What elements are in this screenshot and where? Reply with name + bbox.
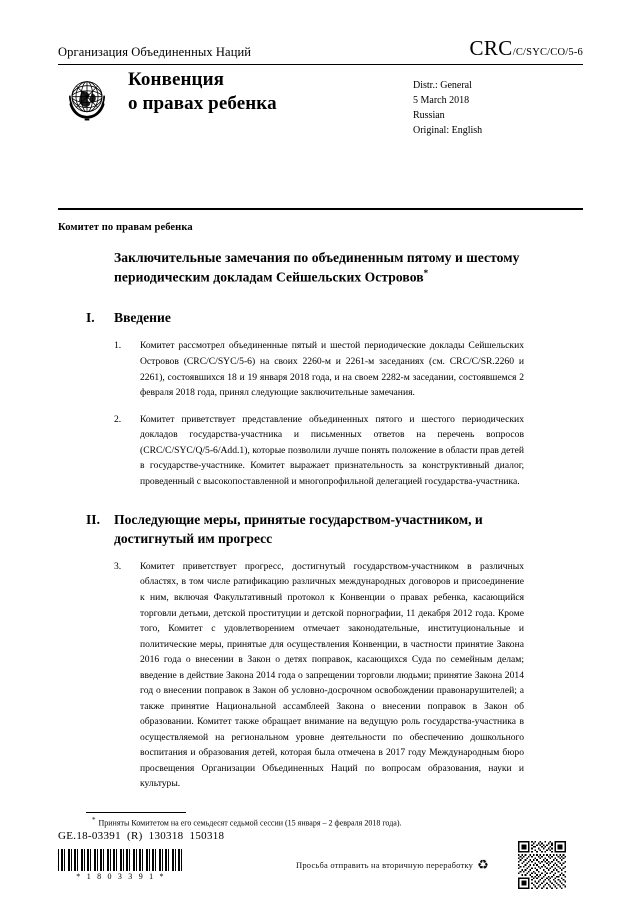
footnote	[92, 816, 562, 829]
barcode-text: * 1 8 0 3 3 9 1 *	[76, 872, 166, 881]
footnote-separator	[86, 812, 186, 813]
paragraph-number-3: 3.	[114, 560, 122, 572]
convention-title	[128, 66, 413, 117]
paragraph-text-1: Комитет рассмотрел объединенные пятый и шестой периодические доклады Сейшельских Островов (CRC/C/SYC/5-6) на своих 2260-м и 2261-м заседаниях (см. CRC/C/SR.2260 и 2261), состоявшихся 18 и 19 января 2018 года, и на своем 2282-м заседании, состоявшемся 2 февраля 2018 года, принял следующие заключительные замечания.	[140, 340, 524, 399]
recycle-notice	[296, 858, 489, 871]
job-number: GE.18-03391 (R) 130318 150318	[58, 830, 225, 842]
paragraph-2	[114, 412, 524, 490]
header-rule	[58, 64, 583, 65]
barcode	[58, 849, 184, 881]
header-separator-rule	[58, 208, 583, 210]
recycle-icon: ♻	[477, 857, 489, 872]
convention-title-line1: Конвенция	[128, 69, 224, 90]
barcode-bars	[58, 849, 184, 871]
title-band	[58, 66, 583, 138]
document-symbol	[469, 36, 583, 62]
document-symbol-sub: /C/SYC/CO/5-6	[512, 47, 583, 58]
distribution-date: 5 March 2018	[413, 95, 470, 106]
paragraph-3	[114, 559, 524, 792]
page-title	[114, 248, 524, 287]
distribution-original: Original: English	[413, 125, 483, 136]
paragraph-text-2: Комитет приветствует представление объединенных пятого и шестого периодических докладов государства-участника и письменных ответов на перечень вопросов (CRC/C/SYC/Q/5-6/Add.1), которые позволили лучше понять положение в области прав детей в государстве-участнике. Комитет выражает признательность за конструктивный диалог, проведенный с высокопоставленной и многопрофильной делегацией государства-участника.	[140, 413, 524, 487]
distribution-info	[413, 66, 583, 138]
section-number-1: I.	[86, 310, 95, 326]
recycle-text: Просьба отправить на вторичную переработку	[296, 859, 474, 870]
distribution-type: Distr.: General	[413, 80, 472, 91]
document-symbol-main: CRC	[469, 36, 513, 60]
qr-code	[518, 841, 566, 889]
paragraph-number-1: 1.	[114, 340, 122, 352]
un-emblem	[58, 70, 116, 128]
section-heading-2	[86, 511, 583, 548]
document-content	[58, 248, 583, 792]
paragraph-text-3: Комитет приветствует прогресс, достигнутый государством-участником в различных областях, в том числе ратификацию различных международных договоров и присоединение к ним, включая Факультативный протокол к Конвенции о правах ребенка, касающийся торговли детьми, детской проституции и детской порнографии, 11 декабря 2012 года. Кроме того, Комитет с удовлетворением отмечает законодательные, институциональные и политические меры, принятые для осуществления Конвенции, в частности принятие Закона 2016 года о внесении в Закон о детях поправок, касающихся Суда по семейным делам; введение в действие Закона 2014 года о запрещении торговли людьми; принятие Закона 2014 год о внесении поправок в Закон об условно-досрочном освобождении правонарушителей; а также принятие Национальной ассамблеей Закона о внесении поправок в Закон об образовании. Комитет также обращает внимание на ведущую роль государства-участника в осуществляемой на региональном уровне деятельности по обеспечению дошкольного воспитания и образования детей, которая была отмечена в 2017 году Международным бюро просвещения Организации Объединенных Наций по вопросам образования, науки и культуры.	[140, 560, 524, 790]
committee-name: Комитет по правам ребенка	[58, 222, 193, 233]
section-number-2: II.	[86, 512, 100, 528]
masthead	[58, 36, 583, 65]
section-heading-1	[86, 309, 583, 327]
convention-title-line2: о правах ребенка	[128, 93, 277, 115]
section-title-2: Последующие меры, принятые государством-участником, и достигнутый им прогресс	[114, 512, 483, 546]
paragraph-1	[114, 338, 524, 400]
organization-name: Организация Объединенных Наций	[58, 45, 252, 60]
page-title-text: Заключительные замечания по объединенным пятому и шестому периодическим докладам Сейшельских Островов	[114, 250, 520, 285]
footnote-text: Приняты Комитетом на его семьдесят седьмой сессии (15 января – 2 февраля 2018 года).	[98, 818, 402, 828]
masthead-row	[58, 36, 583, 62]
paragraph-number-2: 2.	[114, 413, 122, 425]
section-title-1: Введение	[114, 310, 171, 326]
page-title-footnote-marker: *	[423, 268, 429, 279]
footnote-marker: *	[92, 816, 96, 824]
distribution-language: Russian	[413, 110, 445, 121]
